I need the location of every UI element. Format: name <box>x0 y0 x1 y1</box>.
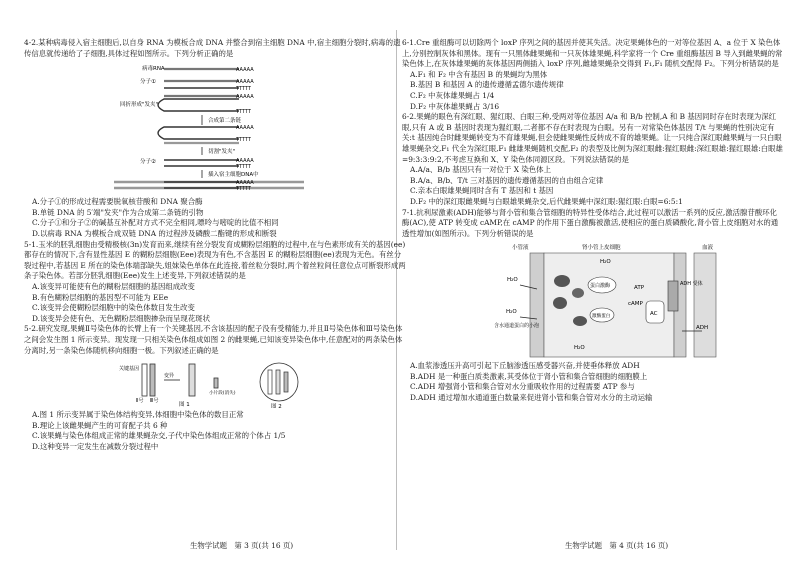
aaa-label-1: AAAAA <box>236 67 254 74</box>
question-7-1-option-a: A.血浆渗透压升高可引起下丘脑渗透压感受器兴奋,并使垂体释放 ADH <box>410 361 640 371</box>
question-7-1-option-c: C.ADH 增强肾小管和集合管对水分重吸收作用的过程需要 ATP 参与 <box>410 382 635 392</box>
question-5-2-option-b: B.理论上该雌果蝇产生的可育配子共 6 种 <box>32 420 168 430</box>
question-4-2-option-a: A.分子①的形成过程需要脱氧核苷酸和 DNA 聚合酶 <box>32 197 203 207</box>
chromosome-figure <box>24 358 406 408</box>
question-5-1-option-b: B.有色糊粉层细胞的基因型不可能为 EEe <box>32 292 169 302</box>
question-5-2-option-c: C.该果蝇与染色体组成正常的雄果蝇杂交,子代中染色体组成正常的个体占 1/5 <box>32 431 286 441</box>
chromosome-diagram <box>24 358 406 408</box>
question-6-1-option-d: D.F₂ 中灰体雄果蝇占 3/16 <box>410 101 500 111</box>
question-5-1-option-a: A.该变异可能使有色的糊粉层细胞的基因组成改变 <box>32 281 195 291</box>
question-4-2-option-c: C.分子①和分子②的碱基互补配对方式不完全相同,嘌呤与嘧啶的比值不相同 <box>32 218 279 228</box>
ttt-label-2: TTTTT <box>236 109 251 116</box>
question-5-1-stem: 5-1.玉米的胚乳细胞由受精极核(3n)发育而来,继续有丝分裂发育成糊粉层细胞的过程中,在与色素形成有关的基因(ee)都存在的情况下,含有显性基因 E 的糊粉层细胞(Eee)表现为有色,不含基因 E 的糊粉层细胞(ee)表现为无色。有丝分裂过程中,若基因 E 所在的染色体端部缺失,姐妹染色单体在此连接,着丝粒分裂时,两个着丝粒间任意位点可断裂形成两条子染色体。若部分胚乳细胞(Eee)发生上述变异,下列叙述错误的是 <box>24 239 406 281</box>
question-7-1-stem: 7-1.抗利尿激素(ADH)能够与肾小管和集合管细胞的特异性受体结合,此过程可以激活一系列的反应,激活腺苷酸环化酶(AC),使 ATP 转变成 cAMP,在 cAMP 的作用下蛋白激酶被激活,使相应的蛋白质磷酸化,肾小管上皮细胞对水的通透性增加(如图所示)。下列分析错误的是 <box>402 207 779 238</box>
question-6-2-option-b: B.A/a、B/b、T/t 三对基因的遗传遵循基因的自由组合定律 <box>410 175 604 185</box>
receptor-label: ADH 受体 <box>680 281 703 288</box>
lumen-label: 小管液 <box>512 245 529 252</box>
aaa-label-3: AAAAA <box>236 94 254 101</box>
step-1-label: 合成第二条链 <box>208 118 242 125</box>
figure-1-caption: 图 1 <box>179 402 190 409</box>
question-6-2-stem: 6-2.果蝇的眼色有深红眼、猩红眼、白眼三种,受两对等位基因 A/a 和 B/b 控制,A 和 B 基因同时存在时表现为深红眼,只有 A 或 B 基因时表现为猩红眼,二者都不存在时表现为白眼。另有一对常染色体基因 T/t 与果蝇的性别决定有关:t 基因纯合时雌果蝇转变为不育雄果蝇,但会使雌果蝇性反转成不育的雄果蝇。让一只纯合深红眼雌果蝇与一只白眼雄果蝇杂交,F₁ 代全为深红眼,F₁ 雌雄果蝇随机交配,F₂ 的表型及比例为深红眼雌:猩红眼雌:深红眼雄:猩红眼雄:白眼雄=9:3:3:9:2,不考虑互换和 X、Y 染色体同源区段。下列说法错误的是 <box>402 112 783 164</box>
question-5-2-option-a: A.图 1 所示变异属于染色体结构变异,体细胞中染色体的数目正常 <box>32 410 244 420</box>
question-7-1-option-b: B.ADH 是一种蛋白质类激素,其受体位于肾小管和集合管细胞的细胞膜上 <box>410 371 648 381</box>
aaa-label-4: AAAAA <box>236 125 254 132</box>
chr-3-label: Ⅲ号 <box>150 398 159 405</box>
chr-2-label: Ⅱ号 <box>136 398 144 405</box>
question-6-1-stem: 6-1.Cre 重组酶可以切除两个 loxP 序列之间的基因并使其失活。决定果蝇体色的一对等位基因 A、a 位于 X 染色体上,分别控制灰体和黑体。现有一只黑体雌果蝇和一只灰体雄果蝇,科学家将一个 Cre 重组酶基因 B 导入到雌果蝇的常染色体上,在灰体雄果蝇的灰体基因两侧插入 loxP 序列,雌雄果蝇杂交得到 F₁,F₁ 随机交配得 F₂。下列分析错误的是 <box>402 38 783 69</box>
protein-kinase-label: 蛋白激酶 <box>590 283 611 290</box>
molecule-2-label: 分子② <box>140 159 156 166</box>
key-gene-label: 关键基因 <box>119 366 140 373</box>
question-4-2-option-b: B.单链 DNA 的 5′端"发夹"作为合成第二条链的引物 <box>32 207 204 217</box>
step-3-label: 插入宿主细胞DNA中 <box>208 172 259 179</box>
blood-label: 血液 <box>702 245 714 252</box>
camp-label: cAMP <box>628 301 643 308</box>
adh-mechanism-figure <box>402 241 784 359</box>
question-6-2-option-a: A.A/a、B/b 基因只有一对位于 X 染色体上 <box>410 165 551 175</box>
viral-rna-label: 病毒RNA <box>142 66 165 73</box>
reverse-transcription-diagram <box>24 61 406 195</box>
aaa-label-5: AAAAA <box>236 158 254 165</box>
molecule-1-label: 分子① <box>140 79 156 86</box>
ac-label: AC <box>650 311 658 318</box>
footer-page-4: 生物学试题 第 4 页(共 16 页) <box>565 541 669 550</box>
fragment-label: 小片段(消失) <box>209 391 236 397</box>
right-column <box>402 38 784 404</box>
question-6-2-option-c: C.亲本白眼雄果蝇同时含有 T 基因和 t 基因 <box>410 186 554 196</box>
question-4-2-option-d: D.以病毒 RNA 为模板合成双链 DNA 的过程涉及磷酸二酯键的形成和断裂 <box>32 228 277 238</box>
ttt-label-1: TTTTT <box>236 86 251 93</box>
question-6-2-option-d: D.F₂ 中的深红眼雌果蝇与白眼雄果蝇杂交,后代雌果蝇中深红眼:猩红眼:白眼=6:5:1 <box>410 196 683 206</box>
question-5-2-stem: 5-2.研究发现,果蝇Ⅱ号染色体的长臂上有一个关键基因,不含该基因的配子没有受精能力,并且Ⅱ号染色体和Ⅲ号染色体之间会发生图 1 所示变异。现发现一只相关染色体组成如图 2 的雌果蝇,已知该变异染色体中,任意配对的两条染色体分离时,另一条染色体随机移向细胞一极。下列叙述正确的是 <box>24 324 403 355</box>
left-column <box>24 38 406 452</box>
footer-page-3: 生物学试题 第 3 页(共 16 页) <box>190 541 294 550</box>
question-5-1-option-d: D.该变异会使有色、无色糊粉层细胞掺杂而呈现花斑状 <box>32 313 210 323</box>
adh-mechanism-diagram <box>402 241 784 359</box>
question-7-1-option-d: D.ADH 通过增加水通道蛋白数量来促进肾小管和集合管对水分的主动运输 <box>410 393 653 403</box>
question-6-1-option-b: B.基因 B 和基因 A 的遗传遵循孟德尔遗传规律 <box>410 80 564 90</box>
question-6-1-option-c: C.F₂ 中灰体雄果蝇占 1/4 <box>410 90 495 100</box>
cell-label: 肾小管上皮细胞 <box>582 245 621 252</box>
h2o-label-4: H₂O <box>574 345 585 352</box>
question-5-1-option-c: C.该变异会使糊粉层细胞中的染色体数目发生改变 <box>32 303 195 313</box>
ttt-label-5: TTTTT <box>236 186 251 193</box>
variation-label: 变异 <box>164 373 175 380</box>
ttt-label-3: TTTTT <box>236 137 251 144</box>
aaa-label-2: AAAAA <box>236 79 254 86</box>
h2o-label-2: H₂O <box>506 309 517 316</box>
adh-label: ADH <box>696 325 709 332</box>
atp-label: ATP <box>634 285 645 292</box>
reverse-transcription-figure <box>24 61 406 195</box>
h2o-label-3: H₂O <box>600 259 611 266</box>
vesicle-label-line: 含水通道蛋白的小泡 <box>494 323 540 330</box>
kinase-active-label: 激酶蛋白 <box>592 314 611 320</box>
step-2-label: 切割"发夹" <box>208 149 236 156</box>
aaa-label-6: AAAAA <box>236 180 254 187</box>
hairpin-label: 回折形成"发夹" <box>120 102 159 109</box>
ttt-label-4: TTTTT <box>236 164 251 171</box>
question-4-2-stem: 4-2.某种病毒侵入宿主细胞后,以自身 RNA 为模板合成 DNA 并整合到宿主细胞 DNA 中,宿主细胞分裂时,病毒的遗传信息就传递给了子细胞,具体过程如图所示。下列分析正确的是 <box>24 38 401 58</box>
figure-2-caption: 图 2 <box>271 404 282 409</box>
h2o-label-1: H₂O <box>507 277 518 284</box>
question-6-1-option-a: A.F₁ 和 F₂ 中含有基因 B 的果蝇均为黑体 <box>410 69 548 79</box>
question-5-2-option-d: D.这种变异一定发生在减数分裂过程中 <box>32 441 159 451</box>
